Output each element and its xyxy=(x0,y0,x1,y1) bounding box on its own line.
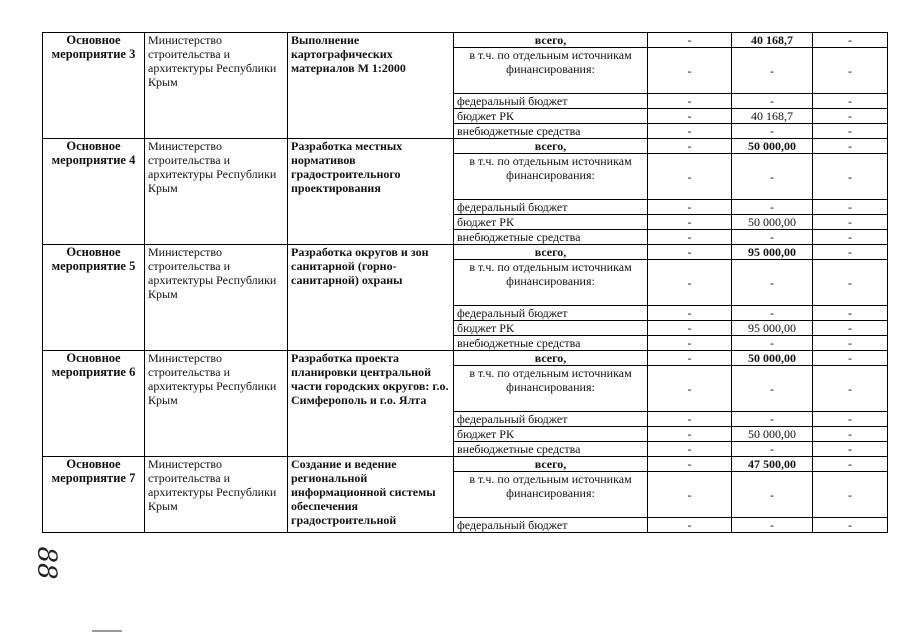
table-row xyxy=(43,33,888,48)
amount-cell: - xyxy=(813,518,888,533)
amount-cell: - xyxy=(813,260,888,306)
amount-cell: - xyxy=(648,457,732,472)
executor-cell: Министерство строительства и архитектуры Республики Крым xyxy=(145,351,288,457)
amount-cell: - xyxy=(732,366,813,412)
amount-cell: - xyxy=(732,94,813,109)
amount-cell: - xyxy=(813,472,888,518)
funding-source: всего, xyxy=(454,457,648,472)
funding-source: бюджет РК xyxy=(454,427,648,442)
amount-cell: - xyxy=(648,245,732,260)
amount-cell: - xyxy=(648,427,732,442)
funding-source: внебюджетные средства xyxy=(454,124,648,139)
amount-cell: - xyxy=(648,200,732,215)
amount-cell: - xyxy=(648,366,732,412)
amount-cell: - xyxy=(813,33,888,48)
amount-cell: - xyxy=(648,336,732,351)
mero-description: Выполнение картографических материалов М 1:2000 xyxy=(288,33,454,139)
amount-cell: - xyxy=(648,306,732,321)
amount-cell: 95 000,00 xyxy=(732,245,813,260)
amount-cell: 47 500,00 xyxy=(732,457,813,472)
amount-cell: - xyxy=(813,245,888,260)
amount-cell: - xyxy=(813,139,888,154)
scan-mark xyxy=(92,630,122,632)
table-row xyxy=(43,457,888,472)
executor-cell: Министерство строительства и архитектуры Республики Крым xyxy=(145,245,288,351)
amount-cell: - xyxy=(732,200,813,215)
funding-source: всего, xyxy=(454,351,648,366)
amount-cell: - xyxy=(813,442,888,457)
mero-name: Основное мероприятие 5 xyxy=(43,245,145,351)
funding-source: федеральный бюджет xyxy=(454,412,648,427)
funding-source: в т.ч. по отдельным источникам финансирования: xyxy=(454,48,648,94)
amount-cell: - xyxy=(813,230,888,245)
mero-name: Основное мероприятие 3 xyxy=(43,33,145,139)
amount-cell: - xyxy=(813,94,888,109)
amount-cell: - xyxy=(732,472,813,518)
funding-source: в т.ч. по отдельным источникам финансирования: xyxy=(454,366,648,412)
amount-cell: - xyxy=(648,321,732,336)
table-row xyxy=(43,245,888,260)
amount-cell: - xyxy=(813,336,888,351)
page-number-handwritten: 88 xyxy=(31,546,62,580)
table-row xyxy=(43,351,888,366)
funding-source: федеральный бюджет xyxy=(454,518,648,533)
amount-cell: - xyxy=(732,412,813,427)
amount-cell: - xyxy=(813,351,888,366)
amount-cell: - xyxy=(648,154,732,200)
amount-cell: - xyxy=(732,154,813,200)
amount-cell: - xyxy=(648,215,732,230)
amount-cell: - xyxy=(732,48,813,94)
funding-source: в т.ч. по отдельным источникам финансирования: xyxy=(454,260,648,306)
amount-cell: 50 000,00 xyxy=(732,351,813,366)
amount-cell: - xyxy=(648,351,732,366)
amount-cell: - xyxy=(648,124,732,139)
amount-cell: 40 168,7 xyxy=(732,109,813,124)
executor-cell: Министерство строительства и архитектуры Республики Крым xyxy=(145,457,288,533)
amount-cell: - xyxy=(813,306,888,321)
funding-source: бюджет РК xyxy=(454,215,648,230)
amount-cell: - xyxy=(732,442,813,457)
funding-source: в т.ч. по отдельным источникам финансирования: xyxy=(454,472,648,518)
amount-cell: - xyxy=(648,109,732,124)
mero-name: Основное мероприятие 7 xyxy=(43,457,145,533)
mero-name: Основное мероприятие 6 xyxy=(43,351,145,457)
amount-cell: - xyxy=(648,412,732,427)
amount-cell: - xyxy=(813,427,888,442)
amount-cell: 40 168,7 xyxy=(732,33,813,48)
funding-source: всего, xyxy=(454,33,648,48)
amount-cell: - xyxy=(648,230,732,245)
budget-table xyxy=(42,32,888,533)
amount-cell: - xyxy=(813,215,888,230)
amount-cell: - xyxy=(732,336,813,351)
funding-source: внебюджетные средства xyxy=(454,442,648,457)
funding-source: в т.ч. по отдельным источникам финансирования: xyxy=(454,154,648,200)
amount-cell: - xyxy=(813,412,888,427)
executor-cell: Министерство строительства и архитектуры Республики Крым xyxy=(145,33,288,139)
executor-cell: Министерство строительства и архитектуры Республики Крым xyxy=(145,139,288,245)
amount-cell: - xyxy=(813,200,888,215)
funding-source: всего, xyxy=(454,139,648,154)
amount-cell: - xyxy=(732,306,813,321)
funding-source: федеральный бюджет xyxy=(454,306,648,321)
mero-description: Разработка местных нормативов градостроительного проектирования xyxy=(288,139,454,245)
amount-cell: - xyxy=(813,124,888,139)
amount-cell: - xyxy=(813,109,888,124)
funding-source: федеральный бюджет xyxy=(454,94,648,109)
mero-description: Разработка округов и зон санитарной (горно-санитарной) охраны xyxy=(288,245,454,351)
amount-cell: - xyxy=(732,518,813,533)
amount-cell: - xyxy=(813,457,888,472)
amount-cell: 50 000,00 xyxy=(732,139,813,154)
mero-description: Разработка проекта планировки центральной части городских округов: г.о. Симферополь и г.о. Ялта xyxy=(288,351,454,457)
amount-cell: 95 000,00 xyxy=(732,321,813,336)
funding-source: внебюджетные средства xyxy=(454,230,648,245)
amount-cell: - xyxy=(732,230,813,245)
amount-cell: - xyxy=(648,139,732,154)
amount-cell: - xyxy=(813,321,888,336)
amount-cell: - xyxy=(648,472,732,518)
funding-source: всего, xyxy=(454,245,648,260)
amount-cell: - xyxy=(648,48,732,94)
amount-cell: - xyxy=(648,518,732,533)
amount-cell: - xyxy=(648,33,732,48)
funding-source: внебюджетные средства xyxy=(454,336,648,351)
amount-cell: - xyxy=(648,442,732,457)
table-row xyxy=(43,139,888,154)
amount-cell: - xyxy=(813,48,888,94)
amount-cell: - xyxy=(732,124,813,139)
amount-cell: 50 000,00 xyxy=(732,215,813,230)
amount-cell: - xyxy=(648,94,732,109)
funding-source: федеральный бюджет xyxy=(454,200,648,215)
amount-cell: - xyxy=(732,260,813,306)
amount-cell: - xyxy=(813,154,888,200)
funding-source: бюджет РК xyxy=(454,321,648,336)
mero-name: Основное мероприятие 4 xyxy=(43,139,145,245)
funding-source: бюджет РК xyxy=(454,109,648,124)
amount-cell: - xyxy=(648,260,732,306)
amount-cell: 50 000,00 xyxy=(732,427,813,442)
mero-description: Создание и ведение региональной информационной системы обеспечения градостроительной xyxy=(288,457,454,533)
amount-cell: - xyxy=(813,366,888,412)
